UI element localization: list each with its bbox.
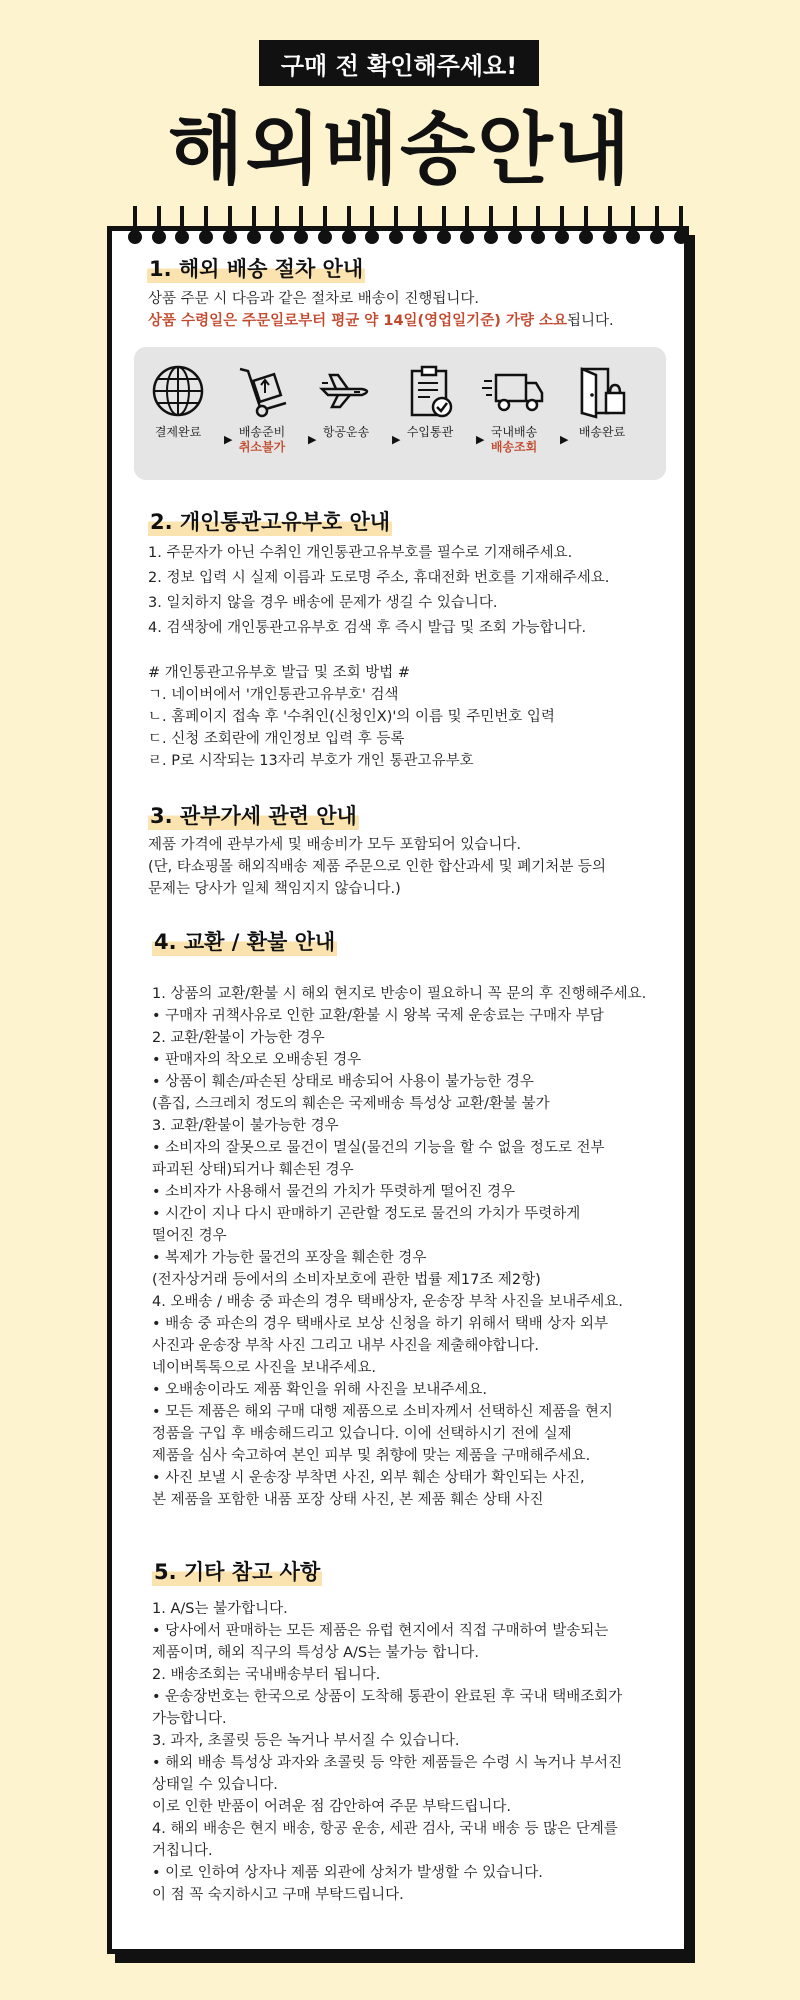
- exchange-line: 본 제품을 포함한 내품 포장 상태 사진, 본 제품 훼손 상태 사진: [152, 1492, 544, 1508]
- duties-line: 문제는 당사가 일체 책임지지 않습니다.): [148, 881, 401, 897]
- door-bag-icon: [574, 363, 630, 419]
- binding-ring: [223, 206, 237, 244]
- process-arrow: ▶: [308, 433, 317, 446]
- delivery-time-notice: 상품 수령일은 주문일로부터 평균 약 14일(영업일기준) 가량 소요됩니다.: [148, 313, 614, 329]
- other-note-line: • 이로 인하여 상자나 제품 외관에 상처가 발생할 수 있습니다.: [152, 1865, 543, 1881]
- binding-ring: [389, 206, 403, 244]
- process-step-payment: 결제완료: [138, 363, 218, 440]
- customs-code-line: 3. 일치하지 않을 경우 배송에 문제가 생길 수 있습니다.: [148, 595, 498, 611]
- shipping-process-intro: 상품 주문 시 다음과 같은 절차로 배송이 진행됩니다.: [148, 291, 480, 307]
- section-title-other-notes: 5. 기타 참고 사항: [152, 1556, 322, 1586]
- exchange-line: • 상품이 훼손/파손된 상태로 배송되어 사용이 불가능한 경우: [152, 1074, 534, 1090]
- binding-ring: [175, 206, 189, 244]
- binding-ring: [460, 206, 474, 244]
- process-arrow: ▶: [224, 433, 233, 446]
- section-title-duties: 3. 관부가세 관련 안내: [148, 800, 359, 830]
- clipboard-check-icon: [402, 363, 458, 419]
- delivery-time-emphasis: 평균 약 14일(영업일기준) 가량: [331, 313, 534, 329]
- process-step-preparing: 배송준비 취소불가: [222, 363, 302, 455]
- process-step-delivered: 배송완료: [562, 363, 642, 440]
- binding-ring: [626, 206, 640, 244]
- customs-method-step: ㄴ. 홈페이지 접속 후 '수취인(신청인X)'의 이름 및 주민번호 입력: [148, 709, 555, 725]
- other-note-line: 1. A/S는 불가합니다.: [152, 1601, 288, 1617]
- process-step-customs: 수입통관: [390, 363, 470, 440]
- other-note-line: 3. 과자, 초콜릿 등은 녹거나 부서질 수 있습니다.: [152, 1733, 460, 1749]
- binding-ring: [342, 206, 356, 244]
- binding-ring: [579, 206, 593, 244]
- other-note-line: 이 점 꼭 숙지하시고 구매 부탁드립니다.: [152, 1887, 404, 1903]
- binding-ring: [152, 206, 166, 244]
- exchange-line: 제품을 심사 숙고하여 본인 피부 및 취향에 맞는 제품을 구매해주세요.: [152, 1448, 591, 1464]
- exchange-line: 파괴된 상태)되거나 훼손된 경우: [152, 1162, 354, 1178]
- binding-ring: [674, 206, 688, 244]
- other-note-line: 2. 배송조회는 국내배송부터 됩니다.: [152, 1667, 381, 1683]
- binding-ring: [437, 206, 451, 244]
- duties-line: 제품 가격에 관부가세 및 배송비가 모두 포함되어 있습니다.: [148, 837, 522, 853]
- binding-ring: [413, 206, 427, 244]
- binding-ring: [555, 206, 569, 244]
- binding-ring: [270, 206, 284, 244]
- exchange-line: 정품을 구입 후 배송해드리고 있습니다. 이에 선택하시기 전에 실제: [152, 1426, 572, 1442]
- exchange-line: (흠집, 스크레치 정도의 훼손은 국제배송 특성상 교환/환불 불가: [152, 1096, 550, 1112]
- exchange-line: 떨어진 경우: [152, 1228, 227, 1244]
- exchange-line: 3. 교환/환불이 불가능한 경우: [152, 1118, 339, 1134]
- exchange-line: (전자상거래 등에서의 소비자보호에 관한 법률 제17조 제2항): [152, 1272, 541, 1288]
- customs-method-step: ㄷ. 신청 조회란에 개인정보 입력 후 등록: [148, 731, 405, 747]
- other-note-line: 제품이며, 해외 직구의 특성상 A/S는 불가능 합니다.: [152, 1645, 480, 1661]
- exchange-line: • 오배송이라도 제품 확인을 위해 사진을 보내주세요.: [152, 1382, 487, 1398]
- exchange-line: 4. 오배송 / 배송 중 파손의 경우 택배상자, 운송장 부착 사진을 보내주세요.: [152, 1294, 623, 1310]
- customs-code-line: 4. 검색창에 개인통관고유부호 검색 후 즉시 발급 및 조회 가능합니다.: [148, 620, 587, 636]
- airplane-icon: [318, 363, 374, 419]
- binding-ring: [650, 206, 664, 244]
- other-note-line: • 운송장번호는 한국으로 상품이 도착해 통관이 완료된 후 국내 택배조회가: [152, 1689, 623, 1705]
- exchange-line: • 시간이 지나 다시 판매하기 곤란할 정도로 물건의 가치가 뚜렷하게: [152, 1206, 581, 1222]
- binding-ring: [365, 206, 379, 244]
- other-note-line: 이로 인한 반품이 어려운 점 감안하여 주문 부탁드립니다.: [152, 1799, 512, 1815]
- customs-method-step: ㄹ. P로 시작되는 13자리 부호가 개인 통관고유부호: [148, 753, 474, 769]
- exchange-line: 2. 교환/환불이 가능한 경우: [152, 1030, 325, 1046]
- exchange-line: 네이버톡톡으로 사진을 보내주세요.: [152, 1360, 376, 1376]
- exchange-line: • 복제가 가능한 물건의 포장을 훼손한 경우: [152, 1250, 427, 1266]
- hand-truck-icon: [234, 363, 290, 419]
- binding-ring: [199, 206, 213, 244]
- binding-ring: [531, 206, 545, 244]
- spiral-binding: [128, 206, 688, 244]
- exchange-line: • 사진 보낼 시 운송장 부착면 사진, 외부 훼손 상태가 확인되는 사진,: [152, 1470, 585, 1486]
- binding-ring: [294, 206, 308, 244]
- section-title-customs-code: 2. 개인통관고유부호 안내: [148, 506, 392, 536]
- exchange-line: • 판매자의 착오로 오배송된 경우: [152, 1052, 362, 1068]
- exchange-line: 사진과 운송장 부착 사진 그리고 내부 사진을 제출해야합니다.: [152, 1338, 540, 1354]
- process-arrow: ▶: [560, 433, 569, 446]
- other-note-line: 가능합니다.: [152, 1711, 227, 1727]
- exchange-line: 1. 상품의 교환/환불 시 해외 현지로 반송이 필요하니 꼭 문의 후 진행해주세요.: [152, 986, 647, 1002]
- other-note-line: • 당사에서 판매하는 모든 제품은 유럽 현지에서 직접 구매하여 발송되는: [152, 1623, 609, 1639]
- binding-ring: [318, 206, 332, 244]
- shipping-process-panel: [134, 347, 666, 480]
- exchange-line: • 소비자의 잘못으로 물건이 멸실(물건의 기능을 할 수 없을 정도로 전부: [152, 1140, 605, 1156]
- other-note-line: 4. 해외 배송은 현지 배송, 항공 운송, 세관 검사, 국내 배송 등 많은 단계를: [152, 1821, 618, 1837]
- customs-code-line: 2. 정보 입력 시 실제 이름과 도로명 주소, 휴대전화 번호를 기재해주세요.: [148, 570, 610, 586]
- globe-icon: [150, 363, 206, 419]
- delivery-truck-icon: [482, 363, 546, 419]
- other-note-line: 거칩니다.: [152, 1843, 213, 1859]
- section-title-exchange-refund: 4. 교환 / 환불 안내: [152, 926, 337, 956]
- notice-badge: 구매 전 확인해주세요!: [259, 40, 539, 86]
- exchange-line: • 배송 중 파손의 경우 택배사로 보상 신청을 하기 위해서 택배 상자 외부: [152, 1316, 609, 1332]
- exchange-line: • 소비자가 사용해서 물건의 가치가 뚜렷하게 떨어진 경우: [152, 1184, 515, 1200]
- binding-ring: [128, 206, 142, 244]
- process-step-air-transport: 항공운송: [306, 363, 386, 440]
- binding-ring: [603, 206, 617, 244]
- process-step-domestic-delivery: 국내배송 배송조회: [474, 363, 554, 455]
- exchange-line: • 모든 제품은 해외 구매 대행 제품으로 소비자께서 선택하신 제품을 현지: [152, 1404, 613, 1420]
- section-title-shipping-process: 1. 해외 배송 절차 안내: [147, 253, 365, 283]
- duties-line: (단, 타쇼핑몰 해외직배송 제품 주문으로 인한 합산과세 및 폐기처분 등의: [148, 859, 606, 875]
- other-note-line: 상태일 수 있습니다.: [152, 1777, 278, 1793]
- process-arrow: ▶: [392, 433, 401, 446]
- other-note-line: • 해외 배송 특성상 과자와 초콜릿 등 약한 제품들은 수령 시 녹거나 부서진: [152, 1755, 623, 1771]
- customs-code-line: 1. 주문자가 아닌 수취인 개인통관고유부호를 필수로 기재해주세요.: [148, 545, 573, 561]
- customs-method-heading: # 개인통관고유부호 발급 및 조회 방법 #: [148, 665, 411, 681]
- page-title: 해외배송안내: [167, 105, 633, 195]
- customs-method-step: ㄱ. 네이버에서 '개인통관고유부호' 검색: [148, 687, 399, 703]
- exchange-line: • 구매자 귀책사유로 인한 교환/환불 시 왕복 국제 운송료는 구매자 부담: [152, 1008, 604, 1024]
- process-arrow: ▶: [476, 433, 485, 446]
- binding-ring: [484, 206, 498, 244]
- binding-ring: [508, 206, 522, 244]
- binding-ring: [247, 206, 261, 244]
